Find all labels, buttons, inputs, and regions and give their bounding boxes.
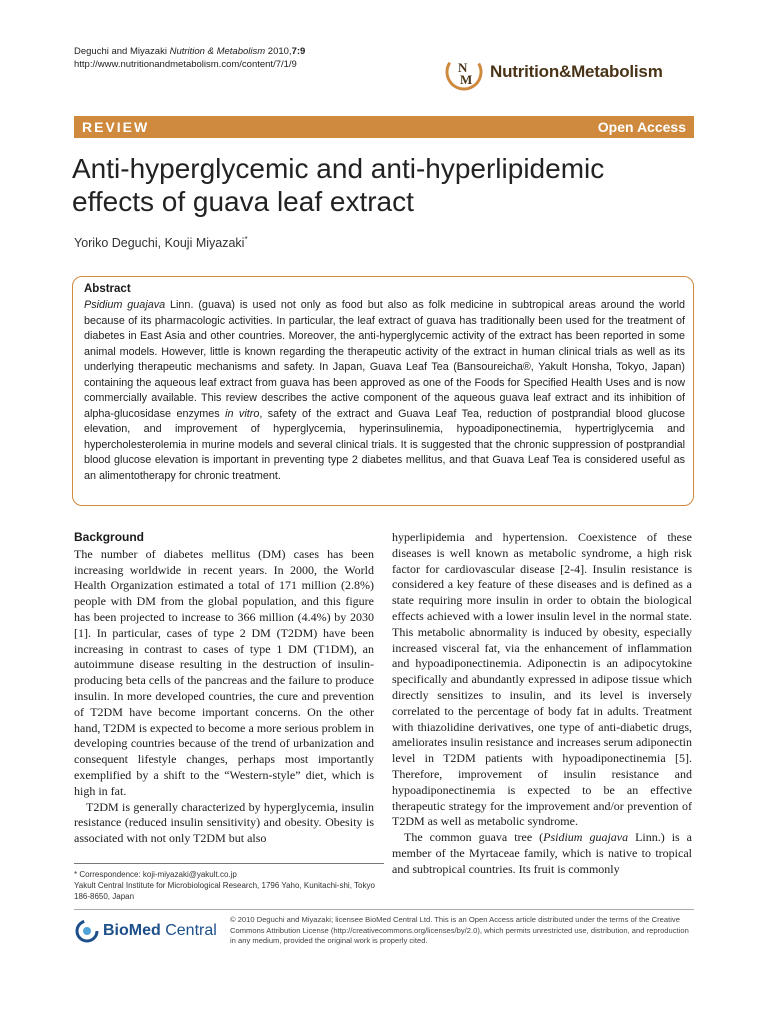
p4-start: The common guava tree (	[404, 830, 544, 845]
svg-text:M: M	[460, 72, 473, 87]
abstract-species: Psidium guajava	[84, 299, 166, 311]
correspondence-email: * Correspondence: koji-miyazaki@yakult.co.jp	[74, 870, 237, 879]
biomed-bold: BioMed	[103, 922, 161, 939]
abstract-part-1: Linn. (guava) is used not only as food but also as folk medicine in subtropical areas around the world because of its pharmacologic activities. In particular, the leaf extract of guava has traditionally been used for the treatment of diabetes in East Asia and other countries. Moreover, the anti-hyperglycemic activity of the extract has been reported in some animal models. However, little is known regarding the therapeutic activity of the extract in human clinical trials as well as its underlying therapeutic mechanisms and safety. In Japan, Guava Leaf Tea (Bansoureicha®, Yakult Honsha, Tokyo, Japan) containing the aqueous leaf extract from guava has been approved as one of the Foods for Specified Health Uses and is now commercially available. This review describes the active component of the aqueous guava leaf extract and its inhibition of alpha-glucosidase enzymes	[84, 299, 685, 420]
citation-journal: Nutrition & Metabolism	[169, 46, 266, 57]
body-paragraph: The number of diabetes mellitus (DM) cases has been increasing worldwide in recent years. In 2000, the World Health Organization estimated a total of 171 million (2.8%) people with DM from the global population, and this figure has been projected to increase to 366 million (4.4%) by 2030 [1]. In particular, cases of type 2 DM (T2DM) have been increasing in contrast to cases of type 1 DM (T1DM), an autoimmune disease resulting in the destruction of insulin-producing beta cells of the pancreas and the failure to produce insulin. In more developed countries, the cure and prevention of T2DM have become important concerns. On the other hand, T2DM is expected to become a more serious problem in developing countries because of the trend of urbanization and consequent lifestyle changes, perhaps most importantly exemplified by a shift to the “Western-style” diet, which is high in fat.	[74, 546, 374, 798]
nm-logo-icon	[444, 52, 484, 92]
citation-year: 2010,	[267, 46, 292, 57]
license-text: © 2010 Deguchi and Miyazaki; licensee BioMed Central Ltd. This is an Open Access article distributed under the terms of the Creative Commons Attribution License (http://creativecommons.org/licenses/by/2.0), which permits unrestricted use, distribution, and reproduction in any medium, provided the original work is properly cited.	[230, 915, 689, 945]
biomed-central-wordmark	[103, 922, 217, 940]
abstract-box	[72, 276, 694, 506]
corresponding-mark: *	[244, 235, 248, 244]
biomed-central-logo	[74, 918, 217, 944]
affiliation: Yakult Central Institute for Microbiological Research, 1796 Yaho, Kunitachi-shi, Tokyo 186-8650, Japan	[74, 881, 375, 901]
article-title: Anti-hyperglycemic and anti-hyperlipidemic effects of guava leaf extract	[72, 153, 605, 217]
citation-volume: 7	[291, 46, 297, 57]
abstract-in-vitro: in vitro	[225, 407, 260, 420]
correspondence-footnote	[74, 863, 384, 902]
biomed-swirl-icon	[74, 918, 100, 944]
citation-issue: :9	[296, 46, 306, 57]
footer-divider	[74, 909, 694, 910]
abstract-part-2: , safety of the extract and Guava Leaf Tea, reduction of postprandial blood glucose elevation, and improvement of hyperglycemia, hyperinsulinemia, hypoadiponectinemia, hypertriglycemia and hypercholesterolemia in murine models and several clinical trials. It is suggested that the chronic suppression of postprandial blood glucose elevation is important in preventing type 2 diabetes mellitus, and that Guava Leaf Tea is considered useful as an alimentotherapy for chronic treatment.	[84, 407, 685, 482]
citation-header	[74, 45, 305, 71]
citation-line	[74, 45, 305, 58]
journal-name: Nutrition&Metabolism	[490, 62, 663, 81]
abstract-heading: Abstract	[84, 283, 131, 295]
journal-logo	[444, 48, 663, 96]
body-paragraph: hyperlipidemia and hypertension. Coexistence of these diseases is well known as metabolic syndrome, a high risk factor for cardiovascular disease [2-4]. Insulin resistance is considered a key feature of these diseases and is defined as a state requiring more insulin in order to obtain the biological effects achieved with a lower insulin level in the normal state. This metabolic abnormality is induced by obesity, especially increased visceral fat, via the enhancement of inflammation and hypoadiponectinemia. Adiponectin is an adipocytokine specifically and abundantly expressed in adipose tissue which directly sensitizes to insulin, and its level is inversely correlated to the percentage of body fat in adults. Treatment with thiazolidine derivatives, one type of anti-diabetic drugs, ameliorates insulin resistance and increases serum adiponectin level in T2DM patients with hypoadiponectinemia [5]. Therefore, improvement of insulin resistance and hypoadiponectinemia is expected to be an effective therapeutic strategy for the improvement and/or prevention of T2DM as well as metabolic syndrome.	[392, 530, 692, 829]
p4-rest: Linn.) is a member of the Myrtaceae family, which is native to tropical and subtropical countries. Its fruit is commonly	[392, 830, 692, 876]
section-label: REVIEW	[82, 119, 150, 135]
open-access-label: Open Access	[597, 119, 686, 135]
biomed-regular: Central	[160, 922, 217, 939]
citation-authors: Deguchi and Miyazaki	[74, 46, 167, 57]
authors-text: Yoriko Deguchi, Kouji Miyazaki	[74, 236, 245, 251]
section-bar	[74, 116, 694, 138]
body-column-right	[392, 530, 692, 878]
background-heading: Background	[74, 530, 145, 544]
body-paragraph: T2DM is generally characterized by hyperglycemia, insulin resistance (reduced insulin sensitivity) and obesity. Obesity is associated with not only T2DM but also	[74, 799, 374, 846]
p4-species: Psidium guajava	[543, 830, 629, 845]
body-paragraph	[392, 830, 692, 877]
svg-text:N: N	[458, 60, 468, 75]
author-list	[74, 235, 248, 250]
abstract-text	[84, 298, 685, 484]
article-url[interactable]: http://www.nutritionandmetabolism.com/content/7/1/9	[74, 59, 297, 70]
body-column-left	[74, 530, 374, 847]
